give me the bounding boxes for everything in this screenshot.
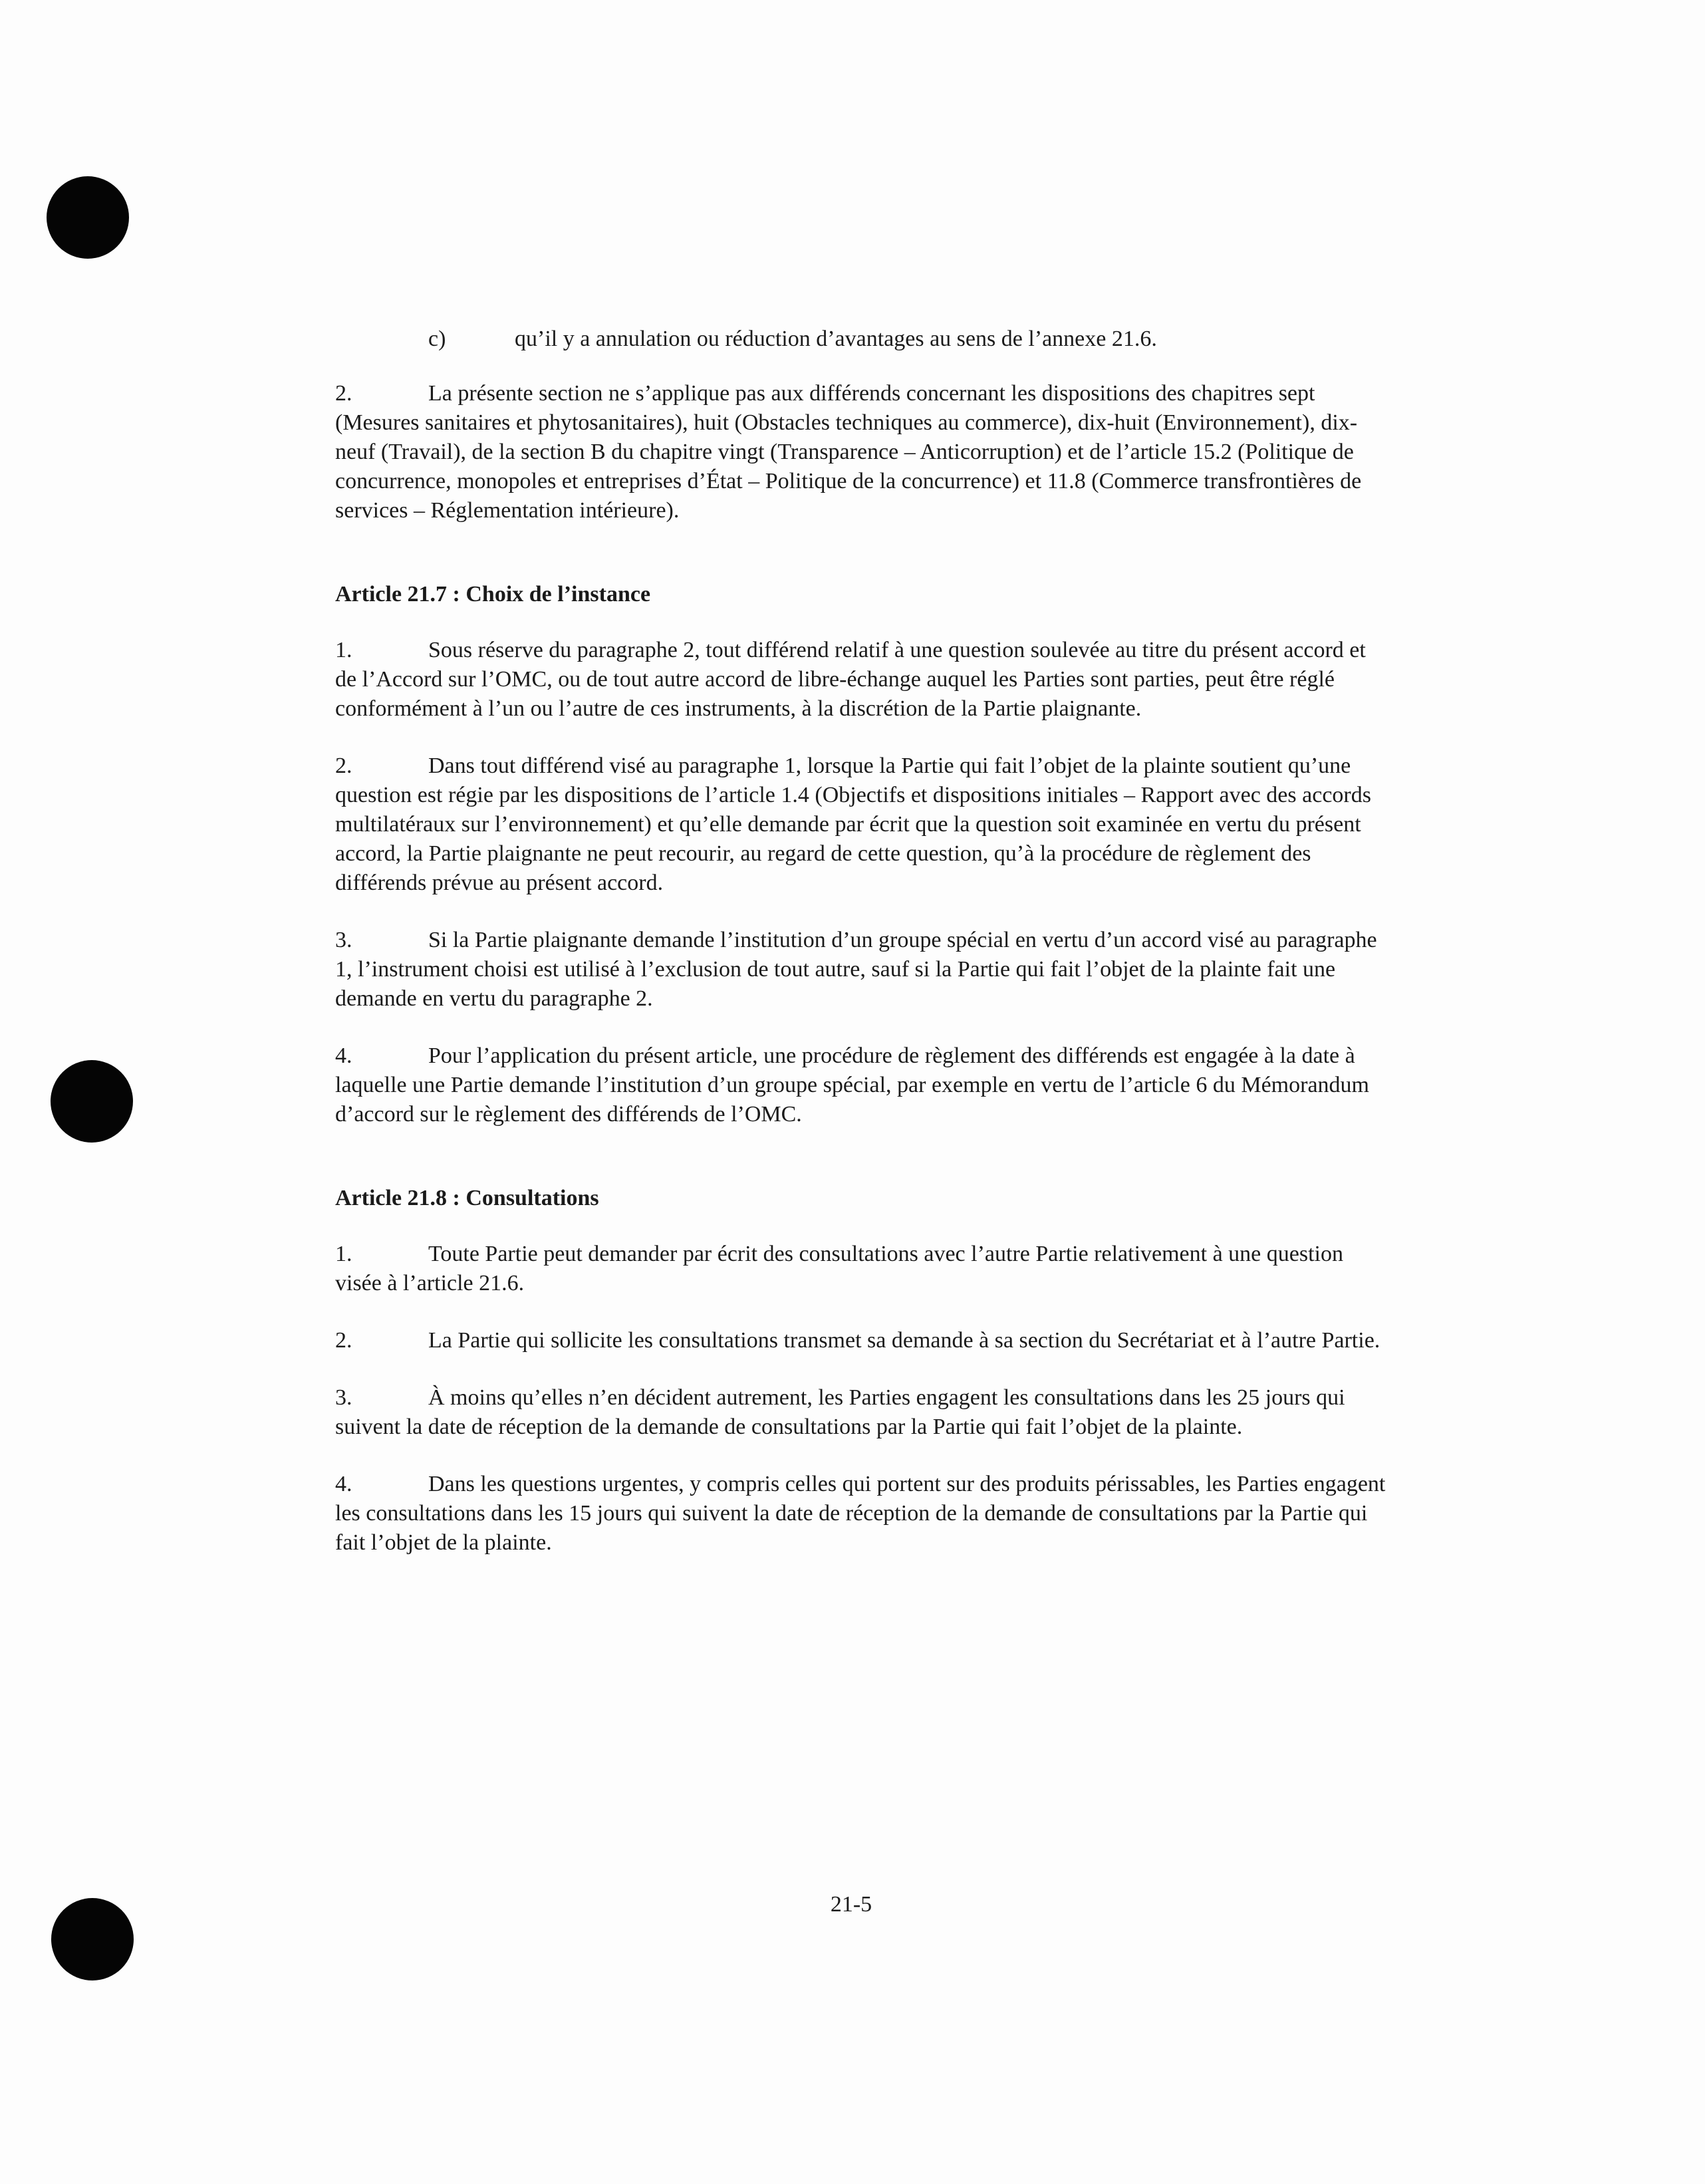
document-body [335, 325, 1386, 1585]
punch-hole [51, 1898, 134, 1980]
page-number: 21-5 [830, 1892, 872, 1917]
paragraph-text: À moins qu’elles n’en décident autrement, les Parties engagent les consultations dans les 25 jours qui suivent la date de réception de la demande de consultations par la Partie qui fait l’objet de la plainte. [335, 1385, 1345, 1439]
paragraph-21-8-3 [335, 1383, 1386, 1442]
paragraph-text: Si la Partie plaignante demande l’institution d’un groupe spécial en vertu d’un accord visé au paragraphe 1, l’instrument choisi est utilisé à l’exclusion de tout autre, sauf si la Partie qui fait l’objet de la plainte fait une demande en vertu du paragraphe 2. [335, 928, 1377, 1011]
paragraph-text: La présente section ne s’applique pas aux différends concernant les dispositions des chapitres sept (Mesures sanitaires et phytosanitaires), huit (Obstacles techniques au commerce), dix-huit (Environnement), dix-neuf (Travail), de la section B du chapitre vingt (Transparence – Anticorruption) et de l’article 15.2 (Politique de concurrence, monopoles et entreprises d’État – Politique de la concurrence) et 11.8 (Commerce transfrontières de services – Réglementation intérieure). [335, 381, 1362, 523]
paragraph-number: 4. [335, 1043, 352, 1068]
paragraph-21-7-3 [335, 926, 1386, 1014]
paragraph-text: La Partie qui sollicite les consultations transmet sa demande à sa section du Secrétariat et à l’autre Partie. [428, 1328, 1380, 1353]
paragraph-number: 2. [335, 753, 352, 778]
paragraph-number: 2. [335, 1328, 352, 1353]
paragraph-text: Dans les questions urgentes, y compris celles qui portent sur des produits périssables, les Parties engagent les consultations dans les 15 jours qui suivent la date de réception de la demande de consultations par la Partie qui fait l’objet de la plainte. [335, 1472, 1386, 1555]
paragraph-21-8-2 [335, 1326, 1386, 1355]
paragraph-text: Dans tout différend visé au paragraphe 1, lorsque la Partie qui fait l’objet de la plainte soutient qu’une question est régie par les dispositions de l’article 1.4 (Objectifs et dispositions initiales – Rapport avec des accords multilatéraux sur l’environnement) et qu’elle demande par écrit que la question soit examinée en vertu du présent accord, la Partie plaignante ne peut recourir, au regard de cette question, qu’à la procédure de règlement des différends prévue au présent accord. [335, 753, 1371, 895]
paragraph-21-7-4 [335, 1041, 1386, 1129]
paragraph-number: 4. [335, 1472, 352, 1496]
paragraph-21-8-1 [335, 1240, 1386, 1298]
punch-hole [47, 176, 129, 259]
paragraph-text: Pour l’application du présent article, une procédure de règlement des différends est engagée à la date à laquelle une Partie demande l’institution d’un groupe spécial, par exemple en vertu de l’article 6 du Mémorandum d’accord sur le règlement des différends de l’OMC. [335, 1043, 1369, 1127]
paragraph-number: 1. [335, 1242, 352, 1266]
item-text: qu’il y a annulation ou réduction d’avantages au sens de l’annexe 21.6. [515, 327, 1157, 351]
article-heading-21-7: Article 21.7 : Choix de l’instance [335, 582, 651, 607]
paragraph-text: Sous réserve du paragraphe 2, tout différend relatif à une question soulevée au titre du présent accord et de l’Accord sur l’OMC, ou de tout autre accord de libre-échange auquel les Parties sont parties, peut être réglé conformément à l’un ou l’autre de ces instruments, à la discrétion de la Partie plaignante. [335, 638, 1366, 721]
paragraph-number: 3. [335, 1385, 352, 1410]
paragraph-number: 3. [335, 928, 352, 952]
paragraph-section-scope [335, 379, 1386, 525]
punch-hole [51, 1060, 133, 1143]
paragraph-number: 1. [335, 638, 352, 662]
item-letter: c) [428, 327, 446, 351]
paragraph-21-8-4 [335, 1470, 1386, 1558]
paragraph-text: Toute Partie peut demander par écrit des consultations avec l’autre Partie relativement à une question visée à l’article 21.6. [335, 1242, 1343, 1296]
list-item-c [335, 325, 1386, 354]
paragraph-21-7-2 [335, 751, 1386, 898]
article-heading-21-8: Article 21.8 : Consultations [335, 1186, 599, 1210]
paragraph-21-7-1 [335, 636, 1386, 724]
paragraph-number: 2. [335, 381, 352, 406]
